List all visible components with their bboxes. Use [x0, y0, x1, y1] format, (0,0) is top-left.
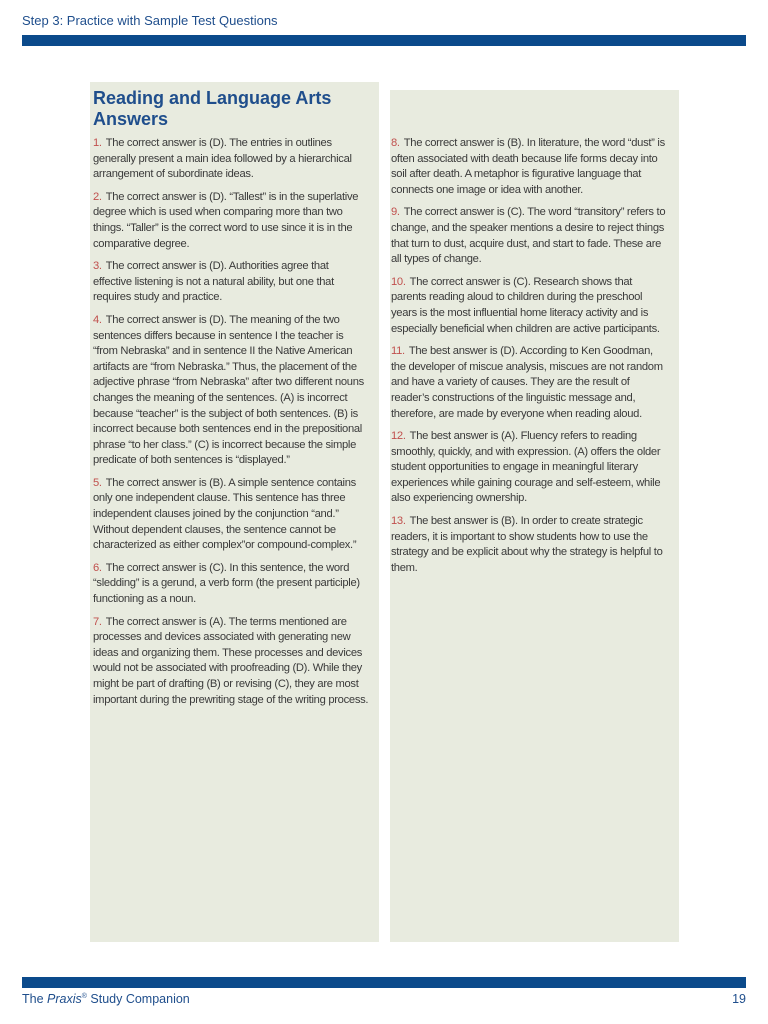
footer-rule	[22, 977, 746, 988]
answer-item	[93, 476, 369, 554]
answer-item	[93, 259, 369, 306]
answer-number: 1.	[93, 137, 102, 149]
answer-number: 13.	[391, 515, 406, 528]
answer-number: 2.	[93, 190, 102, 203]
answer-item	[391, 344, 667, 422]
answer-item	[391, 275, 667, 337]
answer-text: The correct answer is (D). “Tallest” is in the superlative degree which is used when comparing more than two things. “Taller” is the correct word to use since it is in the comparative degree.	[93, 190, 359, 250]
answer-item	[93, 313, 369, 469]
registered-mark: ®	[81, 992, 87, 1000]
section-title: Reading and Language Arts Answers	[93, 88, 332, 129]
footer-brand-name: Praxis	[47, 992, 82, 1006]
page-number: 19	[732, 992, 746, 1006]
answer-item	[391, 136, 667, 198]
answer-text: The correct answer is (D). Authorities agree that effective listening is not a natural ability, but one that requires study and practice.	[93, 260, 334, 304]
answer-number: 5.	[93, 476, 102, 489]
answer-item	[93, 561, 369, 608]
answer-text: The correct answer is (B). In literature, the word “dust” is often associated with death because life forms decay into soil after death. A metaphor is figurative language that connects one image or idea with another.	[391, 137, 665, 196]
answer-text: The correct answer is (C). The word “transitory” refers to change, and the speaker mentions a desire to reject things that turn to dust, acquire dust, and start to fade. These are all types of change.	[391, 206, 666, 266]
answer-text: The correct answer is (D). The entries in outlines generally present a main idea followed by a hierarchical arrangement of subordinate ideas.	[93, 137, 352, 181]
answer-text: The best answer is (B). In order to create strategic readers, it is important to show students how to use the strategy and be explicit about why the strategy is helpful to them.	[391, 515, 663, 574]
footer-brand-prefix: The	[22, 992, 48, 1006]
answer-item	[93, 136, 369, 183]
answer-text: The correct answer is (C). In this sentence, the word “sledding” is a gerund, a verb form (the present participle) functioning as a noun.	[93, 561, 360, 606]
answer-number: 7.	[93, 615, 102, 628]
footer-brand-suffix: Study Companion	[86, 992, 190, 1006]
answer-number: 10.	[391, 275, 406, 288]
answer-text: The correct answer is (A). The terms mentioned are processes and devices associated with generating new ideas and organizing them. These processes and devices would not be associated with proofreading (D). While they might be part of drafting (B) or revising (C), they are most important during the prewriting stage of the writing process.	[93, 615, 369, 706]
answer-item	[93, 615, 369, 709]
answer-text: The best answer is (D). According to Ken Goodman, the developer of miscue analysis, miscues are not random and have a variety of causes. They are the result of reader’s constructions of the linguistic message and, therefore, are made by everyone when reading aloud.	[391, 345, 663, 420]
answer-number: 6.	[93, 561, 102, 574]
answer-text: The best answer is (A). Fluency refers to reading smoothly, quickly, and with expression. (A) offers the older student opportunities to engage in meaningful literary experiences while gaining courage and self-esteem, while also experiencing ownership.	[391, 430, 661, 505]
answer-number: 11.	[391, 345, 405, 358]
running-header: Step 3: Practice with Sample Test Questions	[22, 13, 278, 28]
answer-number: 4.	[93, 313, 102, 326]
answer-number: 9.	[391, 206, 400, 219]
answer-item	[391, 205, 667, 267]
header-rule	[22, 35, 746, 46]
answer-item	[93, 190, 369, 252]
answer-number: 12.	[391, 430, 406, 443]
answer-number: 8.	[391, 137, 400, 149]
answers-column-right	[391, 136, 667, 583]
answers-column-left	[93, 88, 369, 715]
answer-text: The correct answer is (D). The meaning of the two sentences differs because in sentence I the teacher is “from Nebraska” and in sentence II the Native American artifacts are “from Nebraska.” Thus, the placement of the adjective phrase “from Nebraska” after two different nouns changes the meaning of the sentences. (A) is incorrect because “teacher” is the subject of both sentences. (B) is incorrect because both sentences end in the prepositional phrase “to her class.” (C) is incorrect because the simple predicate of both sentences is “displayed.”	[93, 313, 364, 467]
answer-text: The correct answer is (B). A simple sentence contains only one independent clause. This sentence has three independent clauses joined by the conjunction “and.” Without dependent clauses, the sentence cannot be characterized as either complex”or compound-complex.”	[93, 476, 357, 552]
answer-number: 3.	[93, 260, 102, 273]
answer-text: The correct answer is (C). Research shows that parents reading aloud to children during the preschool years is the most influential home literacy activity and is especially beneficial when children are active participants.	[391, 275, 660, 335]
footer-brand	[22, 992, 190, 1006]
answer-item	[391, 429, 667, 507]
answer-item	[391, 514, 667, 576]
